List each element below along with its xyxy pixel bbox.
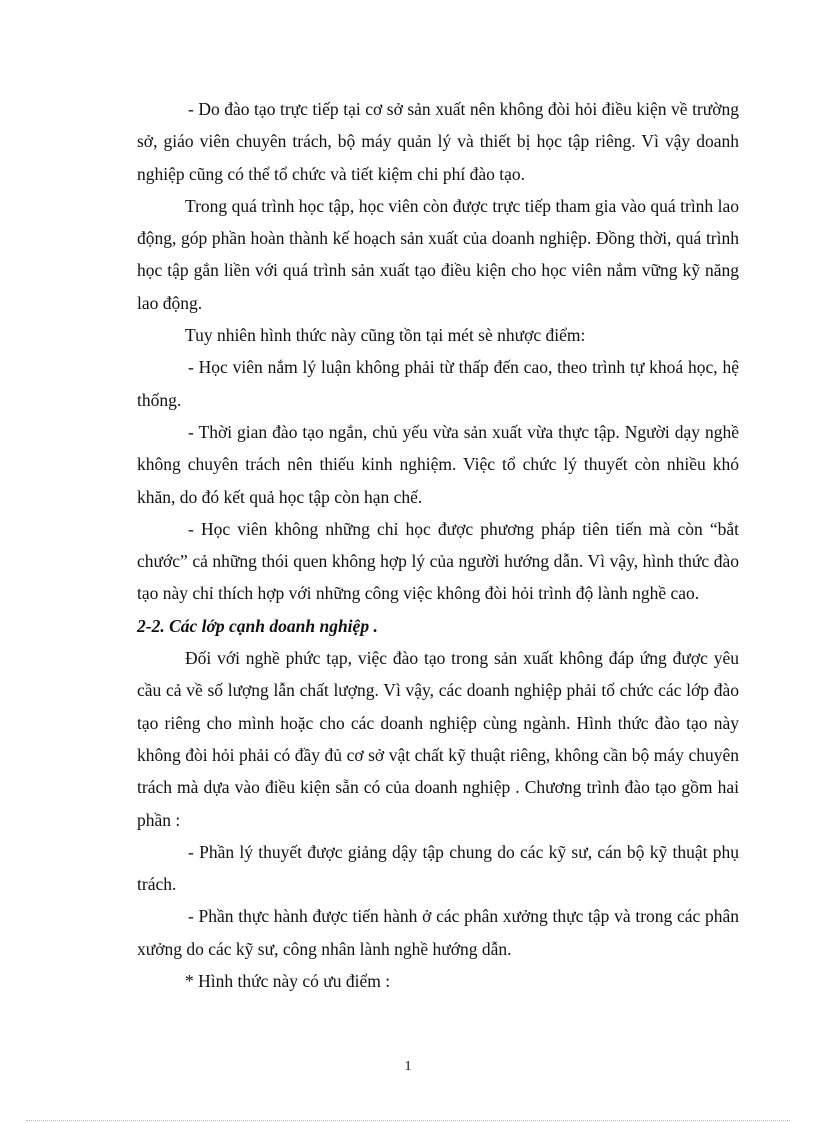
- bullet-paragraph: - Phần lý thuyết được giảng dậy tập chung do các kỹ sư, cán bộ kỹ thuật phụ trách.: [137, 841, 739, 895]
- bullet-paragraph: - Phần thực hành được tiến hành ở các phân xưởng thực tập và trong các phân xưởng do các kỹ sư, công nhân lành nghề hướng dẫn.: [137, 906, 739, 959]
- section-heading: 2-2. Các lớp cạnh doanh nghiệp .: [137, 615, 378, 636]
- bullet-paragraph: - Thời gian đào tạo ngắn, chủ yếu vừa sản xuất vừa thực tập. Người dạy nghề không chuyên trách nên thiếu kinh nghiệm. Việc tổ chức lý thuyết còn nhiều khó khăn, do đó kết quả học tập còn hạn chế.: [137, 421, 739, 507]
- body-paragraph: Đối với nghề phức tạp, việc đào tạo trong sản xuất không đáp ứng được yêu cầu cả về số lượng lẫn chất lượng. Vì vậy, các doanh nghiệp phải tổ chức các lớp đào tạo riêng cho mình hoặc cho các doanh nghiệp cùng ngành. Hình thức đào tạo này không đòi hỏi phải có đầy đủ cơ sở vật chất kỹ thuật riêng, không cần bộ máy chuyên trách mà dựa vào điều kiện sẵn có của doanh nghiệp . Chương trình đào tạo gồm hai phần :: [137, 648, 739, 830]
- body-paragraph: Trong quá trình học tập, học viên còn được trực tiếp tham gia vào quá trình lao động, góp phần hoàn thành kế hoạch sản xuất của doanh nghiệp. Đồng thời, quá trình học tập gắn liền với quá trình sản xuất tạo điều kiện cho học viên nắm vững kỹ năng lao động.: [137, 195, 739, 313]
- body-paragraph: * Hình thức này có ưu điểm :: [185, 971, 391, 992]
- page-number: 1: [404, 1059, 412, 1074]
- bullet-paragraph: - Do đào tạo trực tiếp tại cơ sở sản xuất nên không đòi hỏi điều kiện về trường sở, giáo viên chuyên trách, bộ máy quản lý và thiết bị học tập riêng. Vì vậy doanh nghiệp cũng có thể tổ chức và tiết kiệm chi phí đào tạo.: [137, 99, 739, 184]
- footer-divider: [26, 1120, 790, 1121]
- bullet-paragraph: - Học viên nắm lý luận không phải từ thấp đến cao, theo trình tự khoá học, hệ thống.: [137, 357, 739, 410]
- bullet-paragraph: - Học viên không những chỉ học được phương pháp tiên tiến mà còn “bắt chước” cả những thói quen không hợp lý của người hướng dẫn. Vì vậy, hình thức đào tạo này chỉ thích hợp với những công việc không đòi hỏi trình độ lành nghề cao.: [137, 518, 739, 604]
- page-body: [137, 93, 739, 997]
- body-paragraph: Tuy nhiên hình thức này cũng tồn tại mét sè nhược điểm:: [185, 325, 586, 346]
